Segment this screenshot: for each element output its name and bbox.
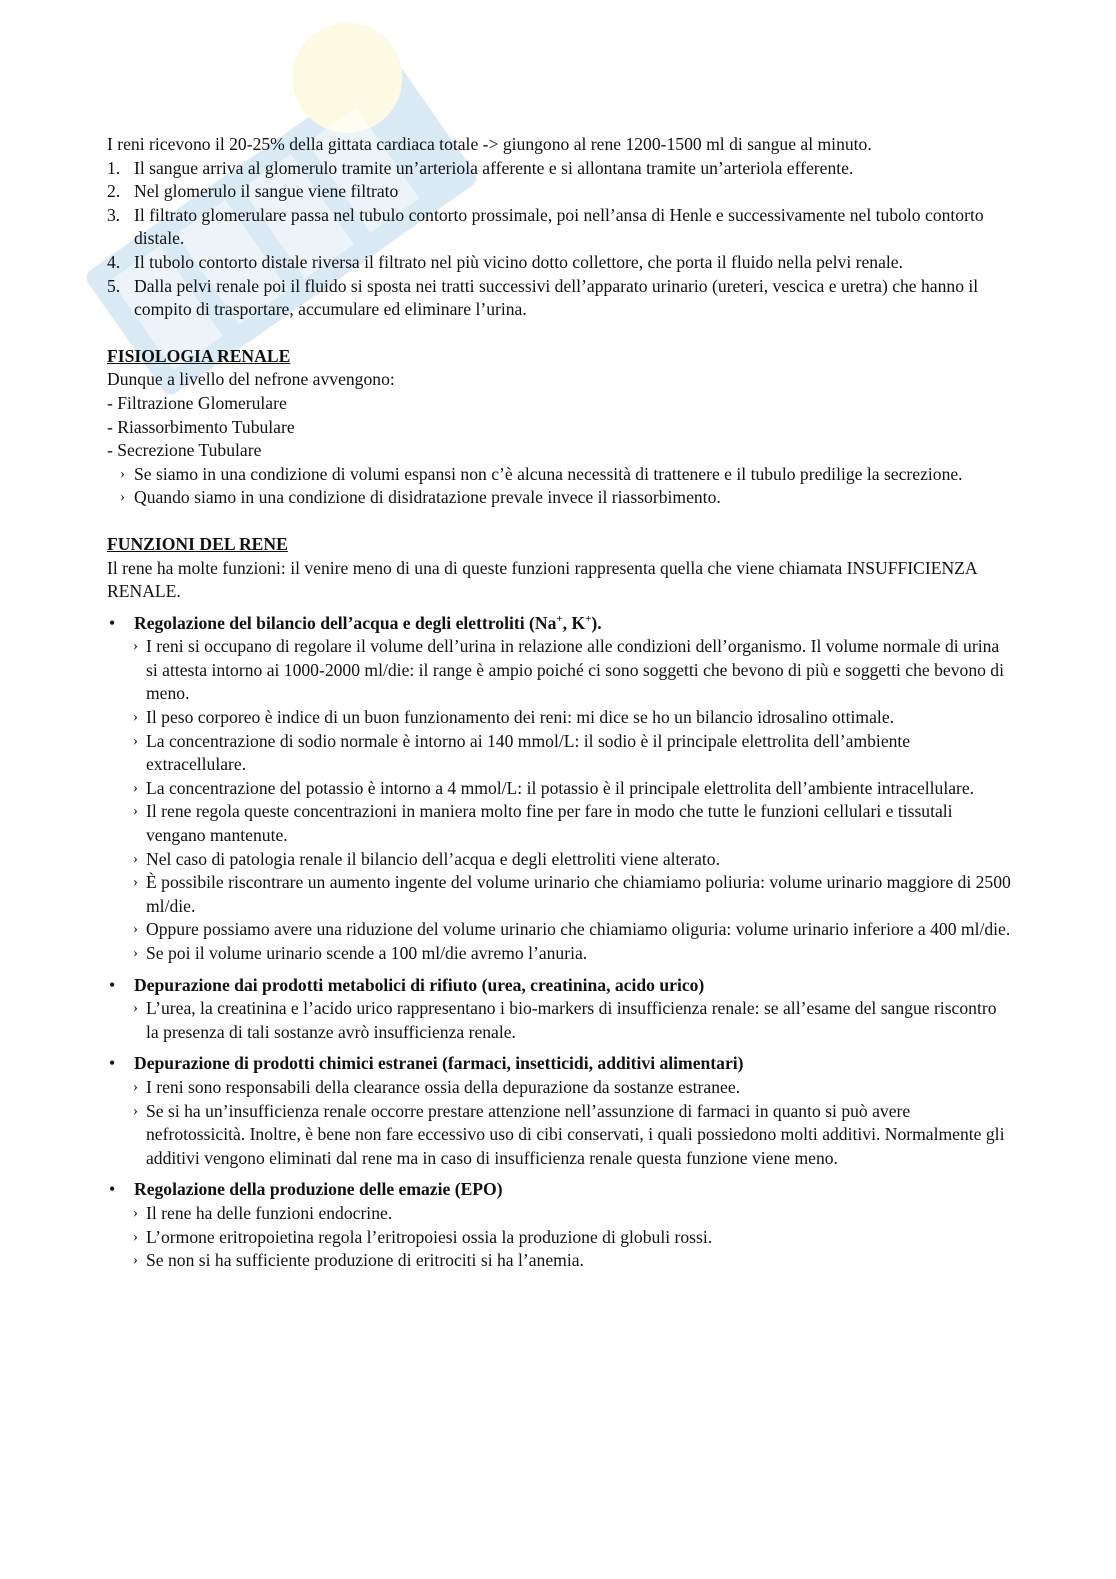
dash-list	[107, 392, 1012, 463]
section-lead: Il rene ha molte funzioni: il venire meno di una di queste funzioni rappresenta quella che viene chiamata INSUFFICIENZA RENALE.	[107, 557, 977, 602]
item-text: Nel glomerulo il sangue viene filtrato	[134, 181, 399, 202]
item-text: Oppure possiamo avere una riduzione del volume urinario che chiamiamo oliguria: volume urinario inferiore a 400 ml/die.	[146, 919, 1011, 940]
list-item	[107, 635, 1012, 706]
section-fisiologia	[107, 345, 1012, 510]
section-funzioni	[107, 533, 1012, 1273]
chevron-right-icon: ›	[133, 945, 138, 961]
list-item	[107, 180, 1012, 204]
item-text: I reni si occupano di regolare il volume dell’urina in relazione alle condizioni dell’organismo. Il volume normale di urina si attesta intorno ai 1000-2000 ml/die: il range è ampio poiché ci sono soggetti che bevono di più e soggetti che bevono di meno.	[146, 636, 1004, 704]
item-text: È possibile riscontrare un aumento ingente del volume urinario che chiamiamo poliuria: volume urinario maggiore di 2500 ml/die.	[146, 872, 1011, 916]
item-text: L’urea, la creatinina e l’acido urico rappresentano i bio-markers di insufficienza renale: se all’esame del sangue riscontro la presenza di tali sostanze avrò insufficienza renale.	[146, 998, 997, 1042]
list-item	[107, 706, 1012, 730]
heading-text: Depurazione di prodotti chimici estranei (farmaci, insetticidi, additivi alimentari)	[134, 1053, 744, 1074]
list-item	[107, 1100, 1012, 1171]
heading-text: ).	[591, 612, 602, 633]
chevron-right-icon: ›	[133, 1078, 138, 1095]
item-text: Il rene ha delle funzioni endocrine.	[146, 1202, 393, 1223]
item-number: 4.	[107, 251, 121, 272]
section-lead: Dunque a livello del nefrone avvengono:	[107, 369, 395, 390]
chevron-right-icon: ›	[133, 803, 138, 820]
list-item	[107, 1076, 1012, 1100]
list-item	[107, 1202, 1012, 1226]
chevron-right-icon: ›	[133, 1228, 138, 1245]
list-item	[107, 918, 1012, 942]
bullet-icon: •	[109, 1053, 116, 1074]
section-heading: FUNZIONI DEL RENE	[107, 533, 288, 554]
bullet-icon: •	[109, 1179, 116, 1200]
bullet-heading	[107, 1178, 1012, 1202]
sub-list	[107, 1076, 1012, 1170]
list-item	[107, 848, 1012, 872]
list-item	[107, 204, 1012, 251]
list-item	[107, 486, 1012, 510]
chevron-right-icon: ›	[133, 1102, 138, 1119]
item-text: Se poi il volume urinario scende a 100 ml/die avremo l’anuria.	[146, 943, 588, 963]
bullet-heading	[107, 612, 1012, 636]
item-text: Dalla pelvi renale poi il fluido si sposta nei tratti successivi dell’apparato urinario (ureteri, vescica e uretra) che hanno il compito di trasportare, accumulare ed eliminare l’urina.	[134, 275, 979, 320]
sub-list	[107, 1202, 1012, 1273]
bullet-block	[107, 612, 1012, 966]
chevron-right-icon: ›	[133, 709, 138, 726]
chevron-right-icon: ›	[133, 1000, 138, 1017]
superscript: +	[556, 612, 563, 625]
bullet-icon: •	[109, 612, 116, 633]
heading-text: Depurazione dai prodotti metabolici di rifiuto (urea, creatinina, acido urico)	[134, 974, 705, 995]
item-text: Nel caso di patologia renale il bilancio dell’acqua e degli elettroliti viene alterato.	[146, 848, 721, 869]
item-text: La concentrazione del potassio è intorno a 4 mmol/L: il potassio è il principale elettrolita dell’ambiente intracellulare.	[146, 777, 975, 798]
heading-text: Regolazione della produzione delle emazie (EPO)	[134, 1179, 503, 1200]
item-text: Il sangue arriva al glomerulo tramite un’arteriola afferente e si allontana tramite un’arteriola efferente.	[134, 157, 854, 178]
chevron-right-icon: ›	[120, 489, 125, 506]
bullet-block	[107, 1052, 1012, 1170]
list-item	[107, 1226, 1012, 1250]
item-text: L’ormone eritropoietina regola l’eritropoiesi ossia la produzione di globuli rossi.	[146, 1226, 713, 1247]
heading-text: Regolazione del bilancio dell’acqua e degli elettroliti (Na	[134, 612, 557, 633]
list-item	[107, 157, 1012, 181]
chevron-right-icon: ›	[133, 638, 138, 655]
item-text: Se si ha un’insufficienza renale occorre prestare attenzione nell’assunzione di farmaci in quanto si può avere nefrotossicità. Inoltre, è bene non fare eccessivo uso di cibi conservati, i quali possiedono molti additivi. Normalmente gli additivi vengono eliminati dal rene ma in caso di insufficienza renale questa funzione viene meno.	[146, 1100, 1005, 1168]
item-number: 1.	[107, 157, 121, 178]
bullet-heading	[107, 1052, 1012, 1076]
list-item: - Secrezione Tubulare	[107, 440, 262, 461]
chevron-right-icon: ›	[133, 732, 138, 749]
sub-list	[107, 997, 1012, 1044]
list-item	[107, 463, 1012, 487]
bullet-block	[107, 974, 1012, 1045]
list-item	[107, 942, 1012, 966]
chevron-right-icon: ›	[120, 465, 125, 482]
list-item	[107, 997, 1012, 1044]
item-number: 3.	[107, 204, 121, 225]
item-text: Il tubolo contorto distale riversa il filtrato nel più vicino dotto collettore, che porta il fluido nella pelvi renale.	[134, 251, 904, 272]
item-text: Il peso corporeo è indice di un buon funzionamento dei reni: mi dice se ho un bilancio idrosalino ottimale.	[146, 707, 895, 728]
item-text: Il rene regola queste concentrazioni in maniera molto fine per fare in modo che tutte le funzioni cellulari e tissutali vengano mantenute.	[146, 801, 953, 846]
list-item	[107, 275, 1012, 322]
chevron-right-icon: ›	[133, 874, 138, 891]
chevron-right-icon: ›	[133, 1252, 138, 1269]
superscript: +	[585, 612, 592, 625]
item-text: Quando siamo in una condizione di disidratazione prevale invece il riassorbimento.	[134, 487, 721, 508]
item-number: 2.	[107, 181, 121, 202]
list-item: - Filtrazione Glomerulare	[107, 392, 287, 413]
sub-list	[107, 463, 1012, 510]
chevron-right-icon: ›	[133, 1204, 138, 1221]
list-item	[107, 251, 1012, 275]
item-text: La concentrazione di sodio normale è intorno ai 140 mmol/L: il sodio è il principale elettrolita dell’ambiente extracellulare.	[146, 730, 911, 775]
section-heading: FISIOLOGIA RENALE	[107, 345, 291, 366]
item-text: I reni sono responsabili della clearance ossia della depurazione da sostanze estranee.	[146, 1076, 741, 1097]
intro-paragraph: I reni ricevono il 20-25% della gittata cardiaca totale -> giungono al rene 1200-1500 ml di sangue al minuto.	[107, 134, 872, 154]
bullet-heading	[107, 974, 1012, 998]
item-text: Se non si ha sufficiente produzione di eritrociti si ha l’anemia.	[146, 1250, 584, 1271]
sub-list	[107, 635, 1012, 965]
list-item	[107, 800, 1012, 847]
chevron-right-icon: ›	[133, 921, 138, 938]
bullet-block	[107, 1178, 1012, 1272]
item-text: Il filtrato glomerulare passa nel tubulo contorto prossimale, poi nell’ansa di Henle e successivamente nel tubolo contorto distale.	[134, 204, 984, 249]
document-body	[107, 133, 1012, 1273]
heading-text: , K	[562, 612, 586, 633]
list-item	[107, 730, 1012, 777]
list-item	[107, 1249, 1012, 1273]
chevron-right-icon: ›	[133, 850, 138, 867]
item-number: 5.	[107, 275, 121, 296]
steps-list	[107, 157, 1012, 322]
list-item	[107, 777, 1012, 801]
list-item: - Riassorbimento Tubulare	[107, 416, 295, 437]
item-text: Se siamo in una condizione di volumi espansi non c’è alcuna necessità di trattenere e il tubulo predilige la secrezione.	[134, 463, 963, 484]
chevron-right-icon: ›	[133, 779, 138, 796]
list-item	[107, 871, 1012, 918]
bullet-icon: •	[109, 974, 116, 995]
